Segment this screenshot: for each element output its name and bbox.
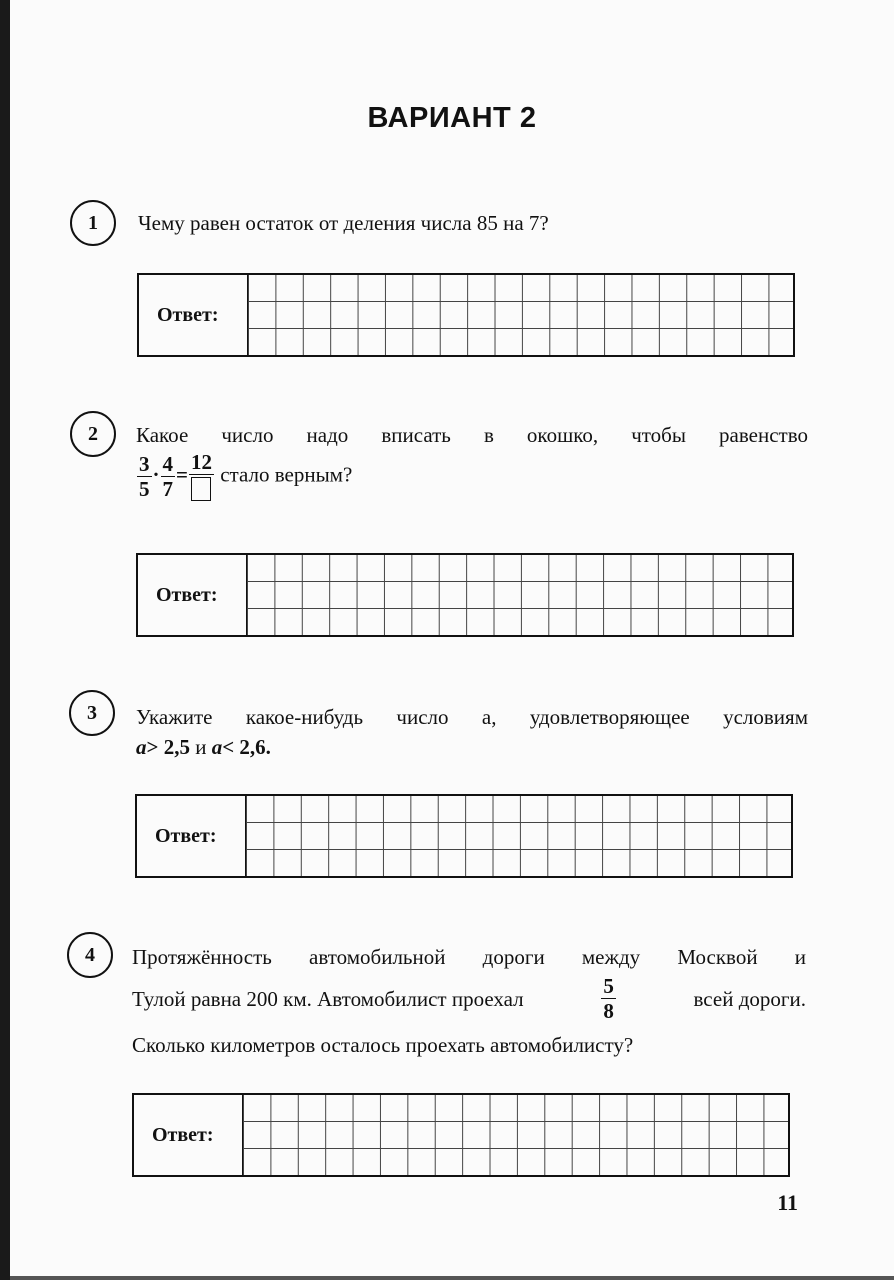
conjunction: и — [195, 735, 207, 759]
answer-grid-2[interactable] — [246, 555, 792, 635]
question-3-conditions — [136, 732, 271, 762]
answer-label: Ответ: — [152, 1124, 214, 1146]
fraction-4-7: $\frac{4}{7}$ — [162, 451, 174, 501]
variable-a: a — [136, 735, 147, 759]
question-2-tail: стало верным? — [220, 462, 353, 487]
question-4-line-2a: Тулой равна 200 км. Автомобилист проехал — [132, 987, 524, 1011]
answer-grid-4[interactable] — [242, 1095, 788, 1175]
question-4-line-2 — [132, 976, 806, 1022]
page-edge-shadow — [10, 1276, 894, 1280]
fraction-3-5: $\frac{3}{5}$ — [139, 451, 150, 501]
answer-box-2[interactable] — [136, 553, 794, 637]
answer-box-4[interactable] — [132, 1093, 790, 1177]
answer-label: Ответ: — [157, 304, 219, 326]
fraction-12-box: 12 — [189, 452, 214, 501]
question-2-equation: $\frac{3}{5}$ · $\frac{4}{7}$ = 12 стало верным? — [139, 450, 353, 501]
question-3-number: 3 — [69, 690, 115, 736]
answer-label: Ответ: — [156, 584, 218, 606]
question-4-line-1: Протяжённость автомобильной дороги между Москвой и — [132, 945, 806, 969]
page-title: ВАРИАНТ 2 — [367, 102, 537, 134]
variable-a: a — [211, 735, 223, 759]
answer-grid-3[interactable] — [245, 796, 791, 876]
answer-label: Ответ: — [155, 825, 217, 847]
question-1-number: 1 — [70, 200, 116, 246]
condition-2: < 2,6. — [222, 735, 271, 759]
workbook-page — [10, 0, 894, 1276]
question-4-number: 4 — [67, 932, 113, 978]
question-2-number: 2 — [70, 411, 116, 457]
question-4-line-2b: всей дороги. — [693, 987, 806, 1011]
page-number: 11 — [777, 1190, 798, 1215]
answer-box-3[interactable] — [135, 794, 793, 878]
question-2-line-1: Какое число надо вписать в окошко, чтобы равенство — [136, 423, 808, 447]
empty-box-icon — [191, 477, 211, 501]
question-3-line-1: Укажите какое-нибудь число a, удовлетворяющее условиям — [136, 705, 808, 729]
answer-box-1[interactable] — [137, 273, 795, 357]
question-4-line-3: Сколько километров осталось проехать автомобилисту? — [132, 1033, 634, 1057]
condition-1: > 2,5 — [146, 735, 190, 759]
question-1-text: Чему равен остаток от деления числа 85 на 7? — [138, 211, 549, 235]
fraction-5-8: $\frac{5}{8}$ — [603, 974, 614, 1023]
answer-grid-1[interactable] — [247, 275, 793, 355]
